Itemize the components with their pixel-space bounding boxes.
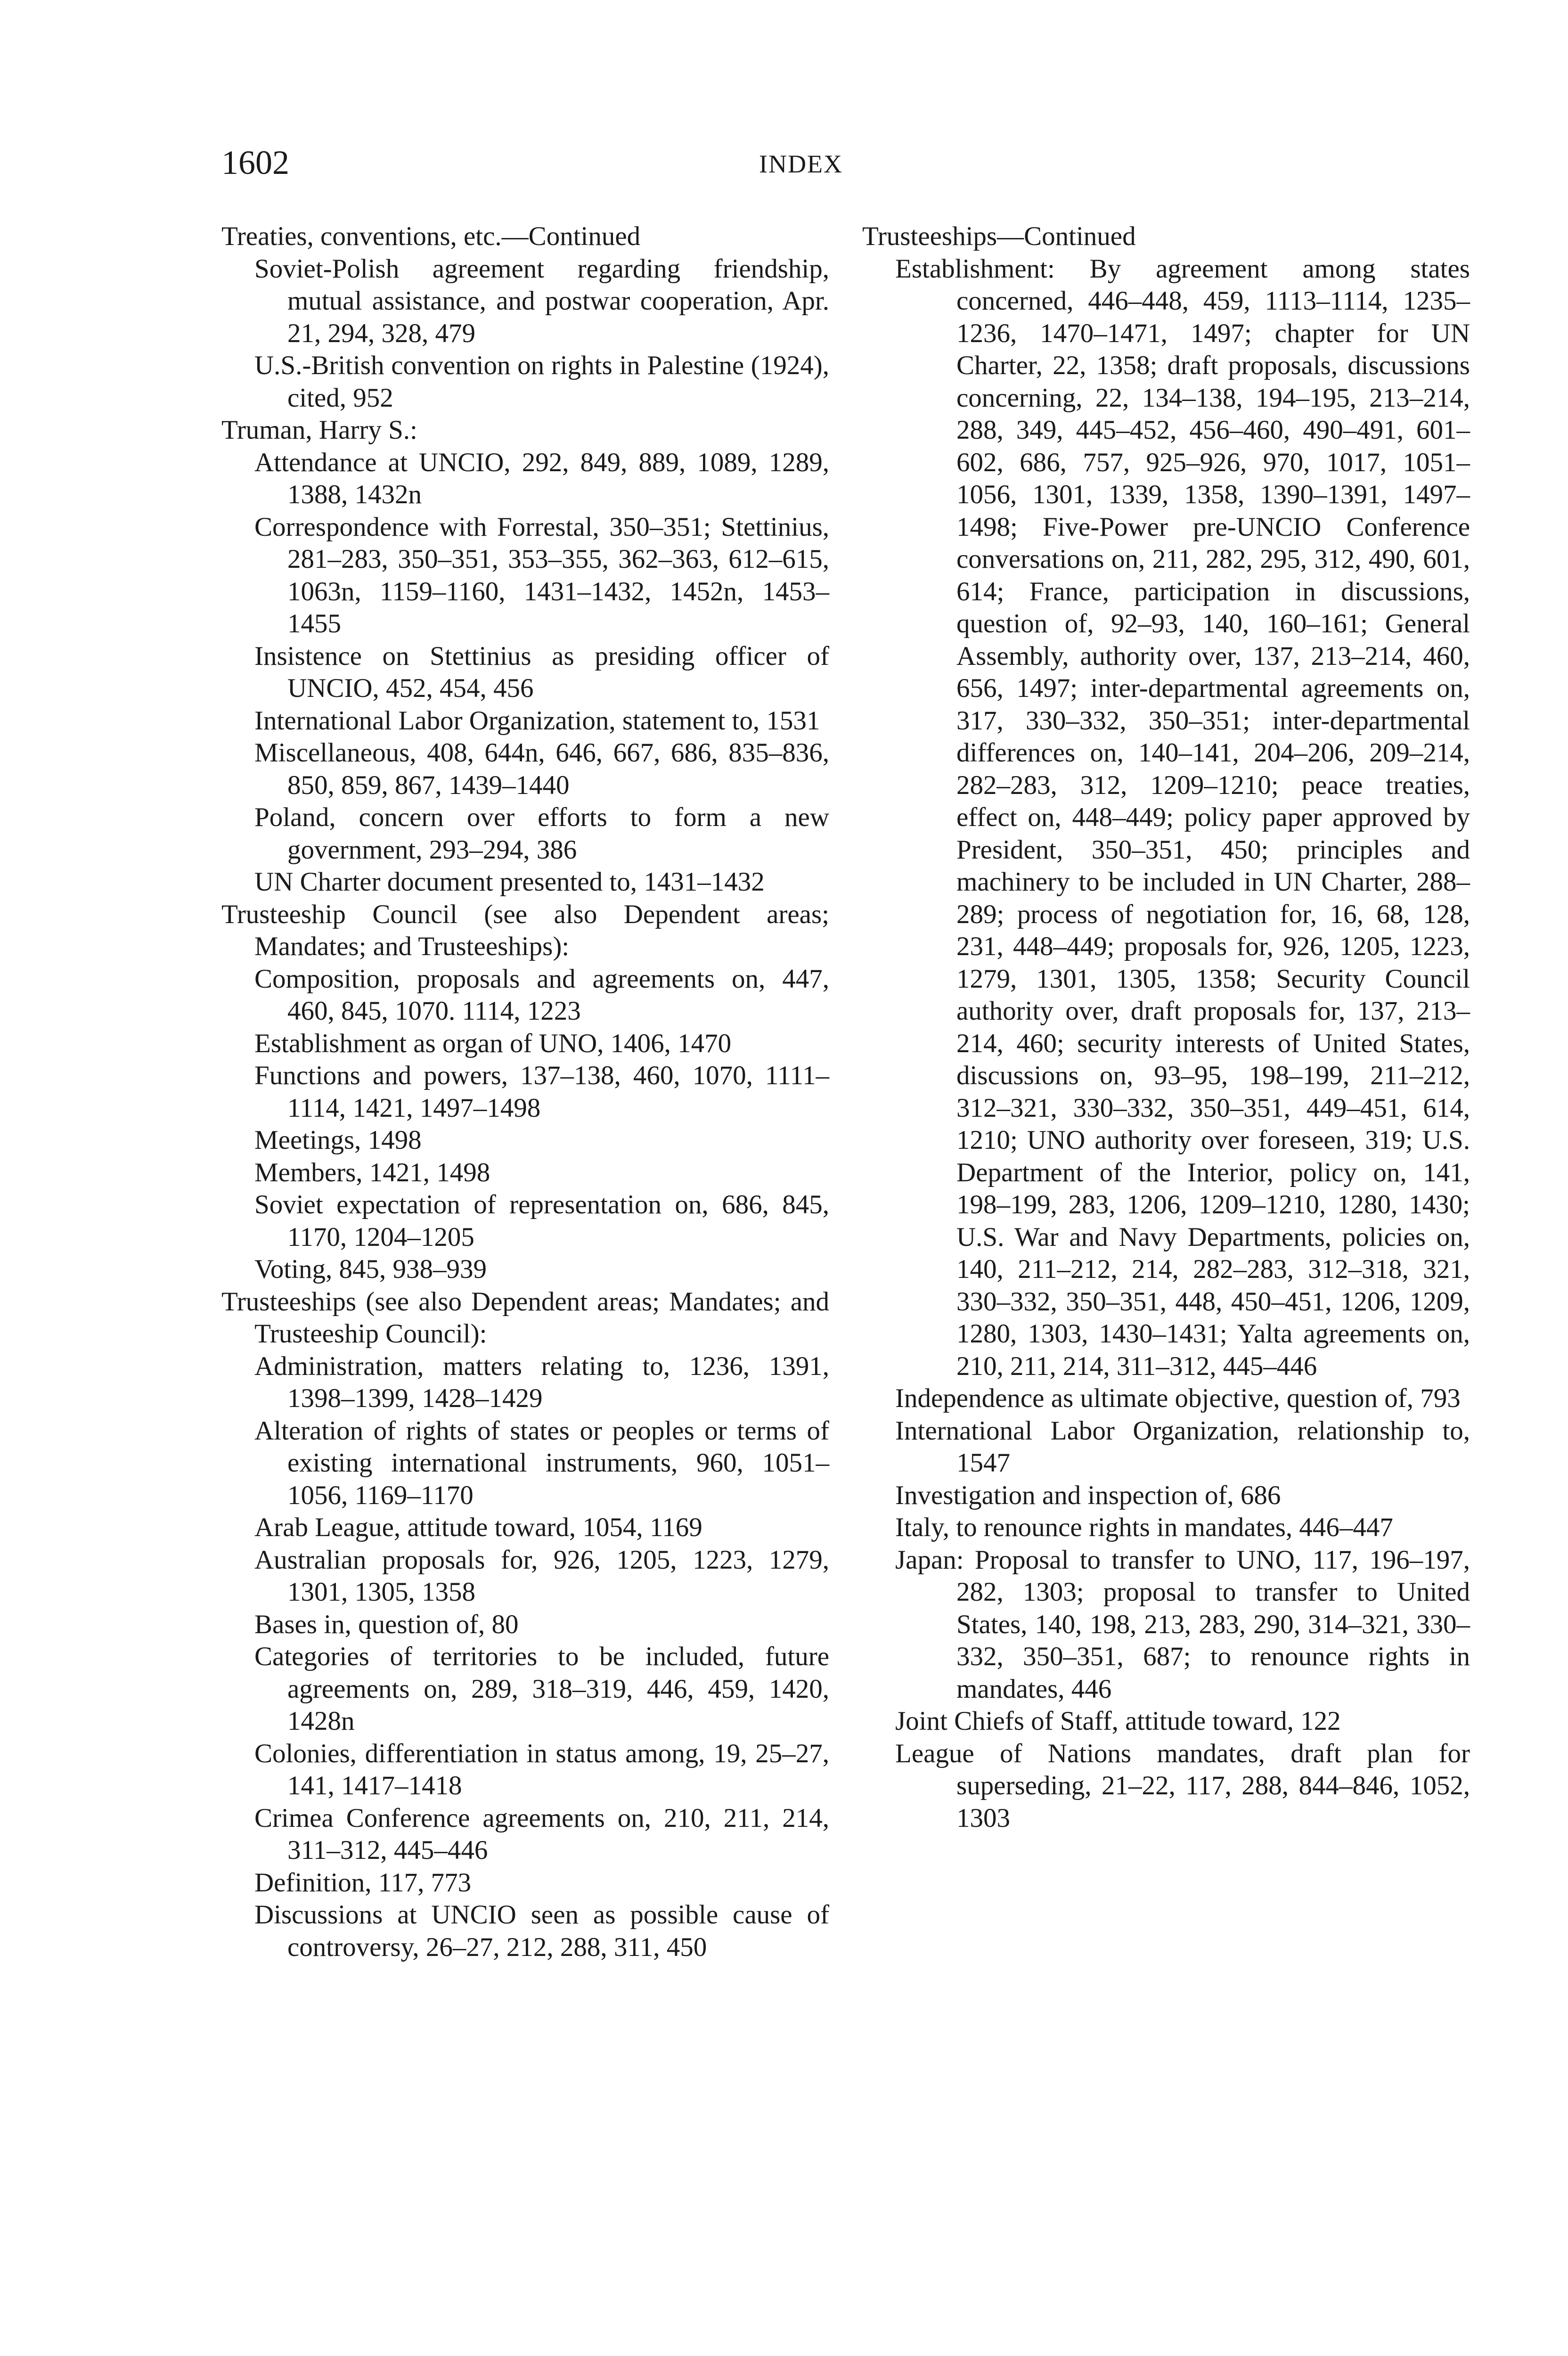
index-subentry: Investigation and inspection of, 686 (895, 1480, 1281, 1510)
index-subentry: Attendance at UNCIO, 292, 849, 889, 1089, 1289, 1388, 1432n (254, 447, 829, 509)
index-subentry: Japan: Proposal to transfer to UNO, 117, 196–197, 282, 1303; proposal to transfer to United States, 140, 198, 213, 283, 290, 314–321, 330–332, 350–351, 687; to renounce rights in mandates, 446 (895, 1545, 1470, 1704)
index-heading: Truman, Harry S.: (221, 415, 417, 445)
index-subentry: Joint Chiefs of Staff, attitude toward, 122 (895, 1706, 1341, 1736)
index-heading: Trusteeship Council (see also Dependent areas; Mandates; and Trusteeships): (221, 899, 829, 961)
index-subentry: Establishment: By agreement among states concerned, 446–448, 459, 1113–1114, 1235–1236, 1470–1471, 1497; chapter for UN Charter, 22, 1358; draft proposals, discussions concerning, 22, 134–138, 194–195, 213–214, 288, 349, 445–452, 456–460, 490–491, 601–602, 686, 757, 925–926, 970, 1017, 1051–1056, 1301, 1339, 1358, 1390–1391, 1497–1498; Five-Power pre-UNCIO Conference conversations on, 211, 282, 295, 312, 490, 601, 614; France, participation in discussions, question of, 92–93, 140, 160–161; General Assembly, authority over, 137, 213–214, 460, 656, 1497; inter-departmental agreements on, 317, 330–332, 350–351; inter-departmental differences on, 140–141, 204–206, 209–214, 282–283, 312, 1209–1210; peace treaties, effect on, 448–449; policy paper approved by President, 350–351, 450; principles and machinery to be included in UN Charter, 288–289; process of negotiation for, 16, 68, 128, 231, 448–449; proposals for, 926, 1205, 1223, 1279, 1301, 1305, 1358; Security Council authority over, draft proposals for, 137, 213–214, 460; security interests of United States, discussions on, 93–95, 198–199, 211–212, 312–321, 330–332, 350–351, 449–451, 614, 1210; UNO authority over foreseen, 319; U.S. Department of the Interior, policy on, 141, 198–199, 283, 1206, 1209–1210, 1280, 1430; U.S. War and Navy Departments, policies on, 140, 211–212, 214, 282–283, 312–318, 321, 330–332, 350–351, 448, 450–451, 1206, 1209, 1280, 1303, 1430–1431; Yalta agreements on, 210, 211, 214, 311–312, 445–446 (895, 254, 1470, 1381)
index-subentry: League of Nations mandates, draft plan for superseding, 21–22, 117, 288, 844–846, 1052, 1303 (895, 1738, 1470, 1833)
index-subentry: Establishment as organ of UNO, 1406, 1470 (254, 1028, 732, 1058)
index-subentry: Functions and powers, 137–138, 460, 1070, 1111–1114, 1421, 1497–1498 (254, 1061, 829, 1123)
index-subentry: Australian proposals for, 926, 1205, 1223, 1279, 1301, 1305, 1358 (254, 1545, 829, 1607)
index-subentry: Arab League, attitude toward, 1054, 1169 (254, 1513, 702, 1542)
index-subentry: Members, 1421, 1498 (254, 1157, 490, 1187)
index-subentry: International Labor Organization, statement to, 1531 (254, 705, 820, 736)
page-number: 1602 (221, 144, 289, 181)
index-subentry: Definition, 117, 773 (254, 1867, 472, 1898)
index-subentry: Voting, 845, 938–939 (254, 1254, 487, 1284)
running-head: INDEX (759, 150, 843, 178)
index-subentry: Soviet-Polish agreement regarding friendship, mutual assistance, and postwar cooperation, Apr. 21, 294, 328, 479 (254, 254, 829, 348)
index-subentry: Administration, matters relating to, 1236, 1391, 1398–1399, 1428–1429 (254, 1351, 829, 1413)
right-index-column (862, 221, 1470, 1834)
index-subentry: Italy, to renounce rights in mandates, 446–447 (895, 1513, 1393, 1542)
index-subentry: Crimea Conference agreements on, 210, 211, 214, 311–312, 445–446 (254, 1803, 829, 1865)
index-subentry: Correspondence with Forrestal, 350–351; Stettinius, 281–283, 350–351, 353–355, 362–363, 612–615, 1063n, 1159–1160, 1431–1432, 1452n, 1453–1455 (254, 512, 829, 638)
index-subentry: Independence as ultimate objective, question of, 793 (895, 1383, 1461, 1413)
index-heading: Trusteeships (see also Dependent areas; Mandates; and Trusteeship Council): (221, 1286, 829, 1349)
index-subentry: Meetings, 1498 (254, 1125, 422, 1155)
index-subentry: Soviet expectation of representation on, 686, 845, 1170, 1204–1205 (254, 1190, 829, 1252)
index-subentry: Discussions at UNCIO seen as possible cause of controversy, 26–27, 212, 288, 311, 450 (254, 1900, 829, 1962)
index-subentry: International Labor Organization, relationship to, 1547 (895, 1415, 1470, 1478)
index-heading: Trusteeships—Continued (862, 221, 1136, 251)
index-subentry: Colonies, differentiation in status among, 19, 25–27, 141, 1417–1418 (254, 1738, 829, 1800)
index-heading: Treaties, conventions, etc.—Continued (221, 221, 641, 251)
index-subentry: UN Charter document presented to, 1431–1432 (254, 867, 765, 897)
index-subentry: Insistence on Stettinius as presiding officer of UNCIO, 452, 454, 456 (254, 641, 829, 703)
index-subentry: Alteration of rights of states or peoples or terms of existing international instruments, 960, 1051–1056, 1169–1170 (254, 1415, 829, 1510)
index-subentry: U.S.-British convention on rights in Palestine (1924), cited, 952 (254, 351, 829, 413)
index-subentry: Categories of territories to be included, future agreements on, 289, 318–319, 446, 459, 1420, 1428n (254, 1642, 829, 1736)
page-header (221, 141, 1380, 184)
index-subentry: Miscellaneous, 408, 644n, 646, 667, 686, 835–836, 850, 859, 867, 1439–1440 (254, 738, 829, 800)
index-subentry: Poland, concern over efforts to form a new government, 293–294, 386 (254, 802, 829, 865)
index-subentry: Composition, proposals and agreements on, 447, 460, 845, 1070. 1114, 1223 (254, 964, 829, 1026)
index-subentry: Bases in, question of, 80 (254, 1609, 519, 1639)
left-index-column (221, 221, 829, 1963)
